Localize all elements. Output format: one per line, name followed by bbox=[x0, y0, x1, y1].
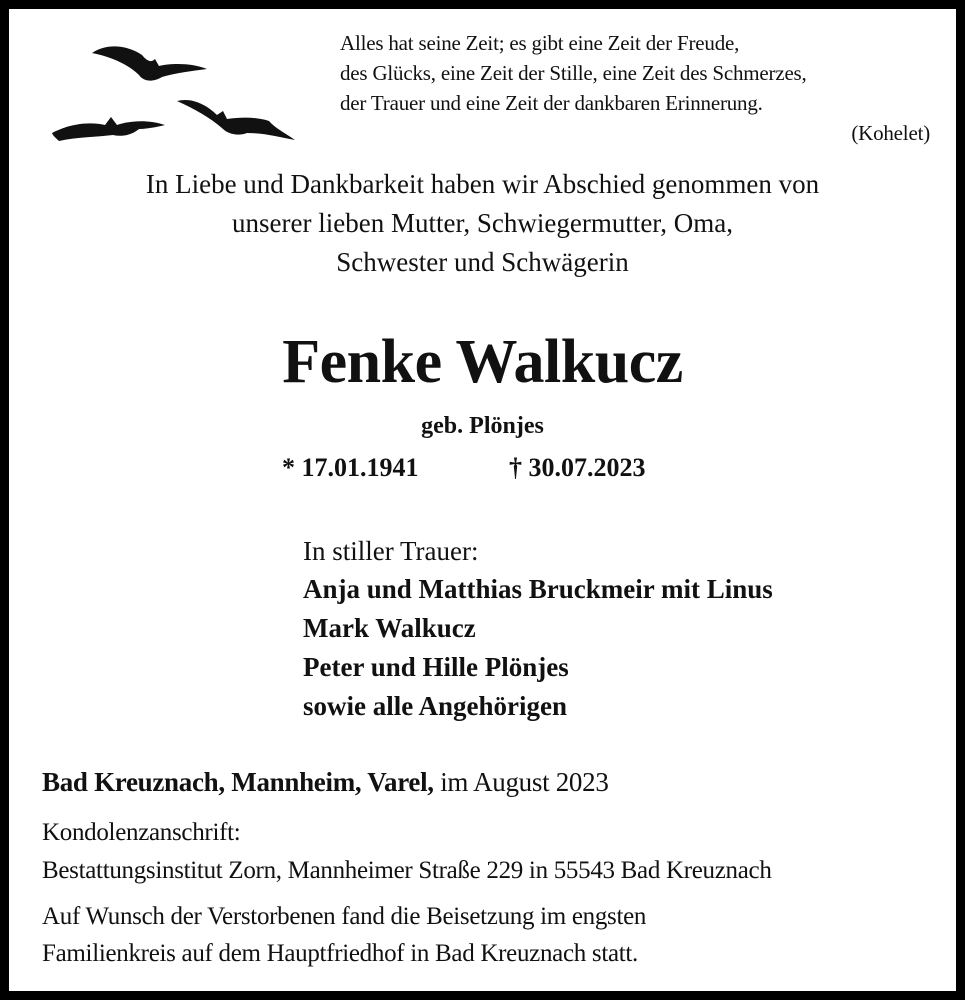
condolence-label: Kondolenzanschrift: bbox=[42, 819, 241, 846]
notice-sheet bbox=[9, 9, 956, 991]
mourner-name: Anja und Matthias Bruckmeir mit Linus bbox=[303, 574, 773, 604]
condolence-address: Bestattungsinstitut Zorn, Mannheimer Straße 229 in 55543 Bad Kreuznach bbox=[42, 857, 772, 884]
intro-line: Schwester und Schwägerin bbox=[336, 247, 629, 277]
birth-date: * 17.01.1941 bbox=[282, 453, 419, 482]
note-line: Familienkreis auf dem Hauptfriedhof in Bad Kreuznach statt. bbox=[42, 940, 638, 967]
date: im August 2023 bbox=[440, 767, 609, 797]
quote-source: (Kohelet) bbox=[851, 121, 930, 145]
mourner-name: Peter und Hille Plönjes bbox=[303, 652, 569, 682]
death-date: † 30.07.2023 bbox=[509, 453, 646, 482]
quote-line: der Trauer und eine Zeit der dankbaren Erinnerung. bbox=[340, 91, 763, 115]
intro-line: In Liebe und Dankbarkeit haben wir Abschied genommen von bbox=[145, 169, 820, 199]
birds-icon bbox=[47, 33, 307, 148]
quote-line: Alles hat seine Zeit; es gibt eine Zeit der Freude, bbox=[340, 31, 740, 55]
note-line: Auf Wunsch der Verstorbenen fand die Beisetzung im engsten bbox=[42, 903, 647, 930]
mourner-name: sowie alle Angehörigen bbox=[303, 691, 567, 721]
birth-name: geb. Plönjes bbox=[421, 413, 544, 439]
quote-line: des Glücks, eine Zeit der Stille, eine Zeit des Schmerzes, bbox=[340, 61, 807, 85]
deceased-name: Fenke Walkucz bbox=[282, 328, 683, 396]
mourners-heading: In stiller Trauer: bbox=[303, 536, 479, 566]
mourner-name: Mark Walkucz bbox=[303, 613, 476, 643]
intro-line: unserer lieben Mutter, Schwiegermutter, Oma, bbox=[232, 208, 733, 238]
place-date-line bbox=[42, 767, 609, 798]
places: Bad Kreuznach, Mannheim, Varel, bbox=[42, 767, 434, 797]
